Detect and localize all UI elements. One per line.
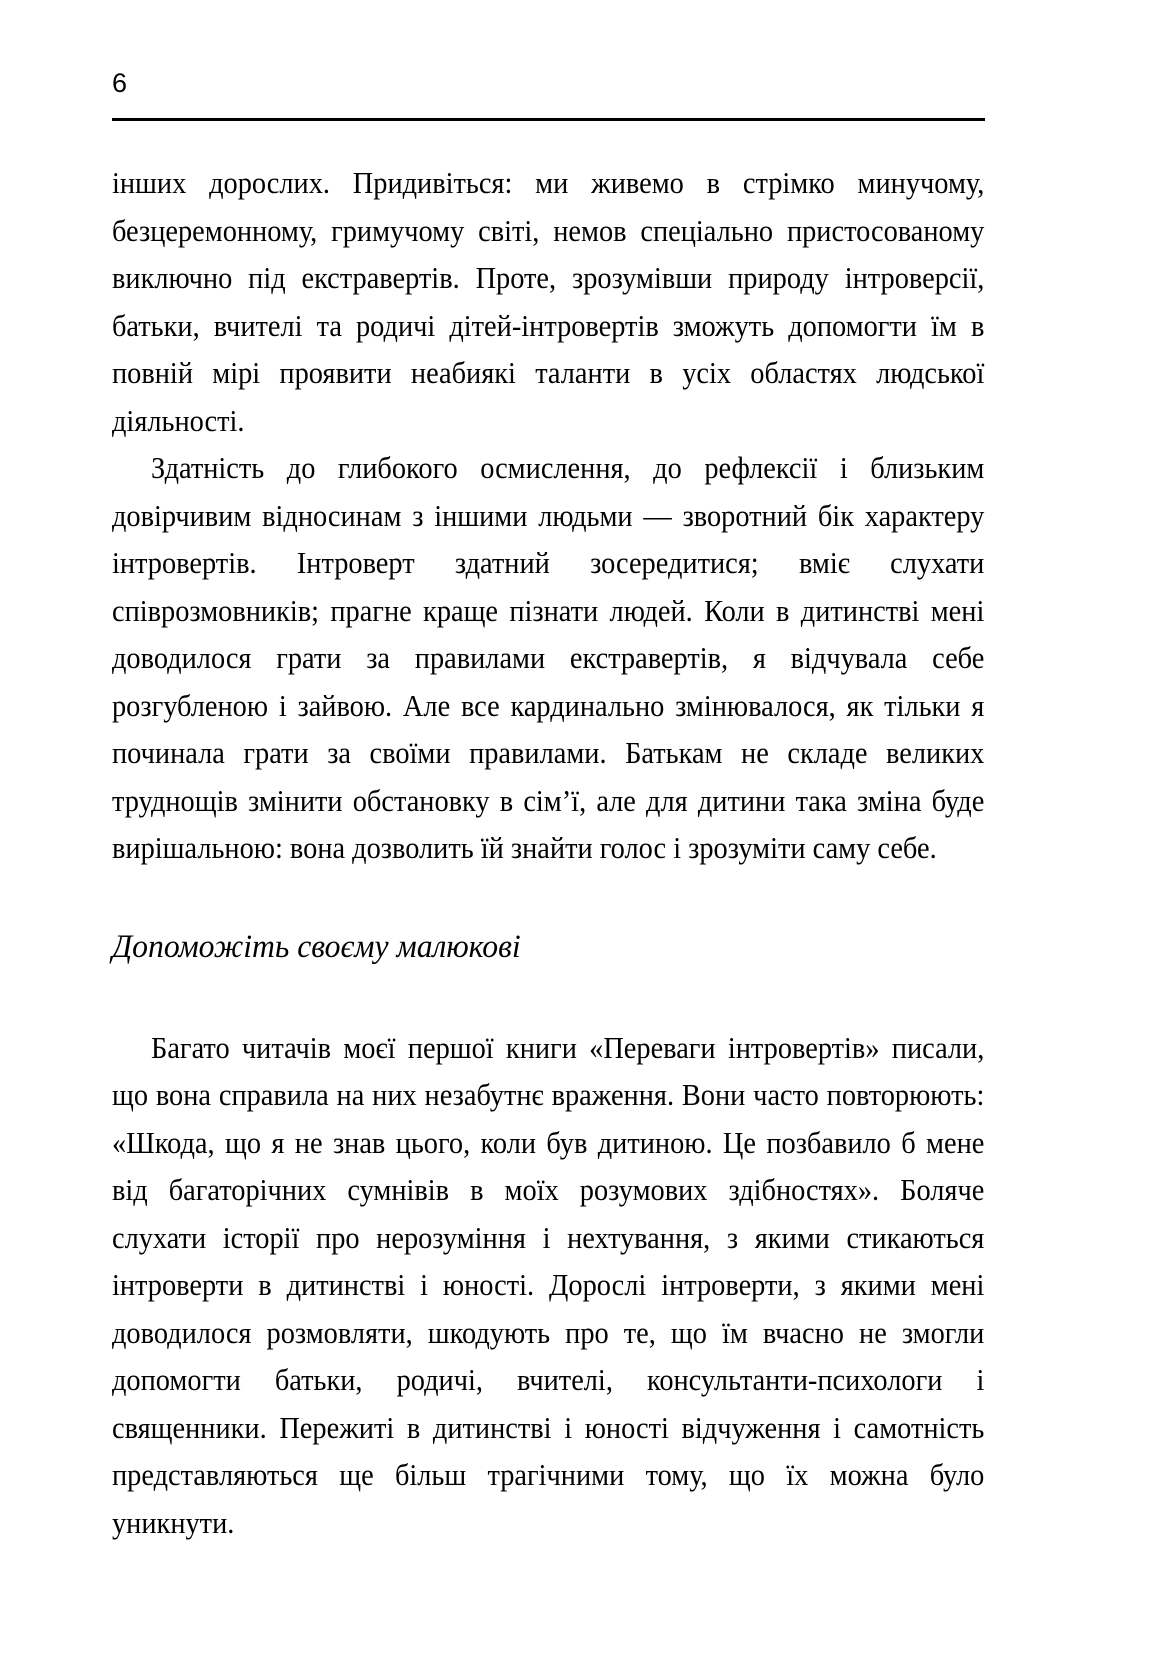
header-rule-divider <box>112 118 985 121</box>
section-heading: Допоможіть своєму малюкові <box>112 928 521 965</box>
page-number: 6 <box>112 68 128 98</box>
heading-spacer-top <box>112 873 985 925</box>
page-body <box>112 160 985 1547</box>
page-header <box>112 70 985 97</box>
paragraph-introvert-reflection: Здатність до глибокого осмислення, до рефлексії і близьким довірчивим відносинам з іншими людьми — зворотний бік характеру інтровертів. Інтроверт здатний зосередитися; вміє слухати співрозмовників; прагне краще пізнати людей. Коли в дитинстві мені доводилося грати за правилами екстравертів, я відчувала себе розгубленою і зайвою. Але все кардинально змінювалося, як тільки я починала грати за своїми правилами. Батькам не складе великих труднощів змінити обстановку в сім’ї, але для дитини така зміна буде вирішальною: вона дозволить їй знайти голос і зрозуміти саму себе. <box>112 451 985 865</box>
heading-spacer-bottom <box>112 969 985 1025</box>
paragraph-readers-letters: Багато читачів моєї першої книги «Переваги інтровертів» писали, що вона справила на них незабутнє враження. Вони часто повторюють: «Шкода, що я не знав цього, коли був дитиною. Це позбавило б мене від багаторічних сумнівів в моїх розумових здібностях». Боляче слухати історії про нерозуміння і нехтування, з якими стикаються інтроверти в дитинстві і юності. Дорослі інтроверти, з якими мені доводилося розмовляти, шкодують про те, що їм вчасно не змогли допомогти батьки, родичі, вчителі, консультанти-психологи і священники. Пережиті в дитинстві і юності відчуження і самотність представляються ще більш трагічними тому, що їх можна було уникнути. <box>112 1030 985 1540</box>
paragraph-continuation: інших дорослих. Придивіться: ми живемо в стрімко минучому, безцеремонному, гримучому світі, немов спеціально пристосованому виключно під екстравертів. Проте, зрозумівши природу інтроверсії, батьки, вчителі та родичі дітей-інтровертів зможуть допомогти їм в повній мірі проявити неабиякі таланти в усіх областях людської діяльності. <box>112 166 985 438</box>
